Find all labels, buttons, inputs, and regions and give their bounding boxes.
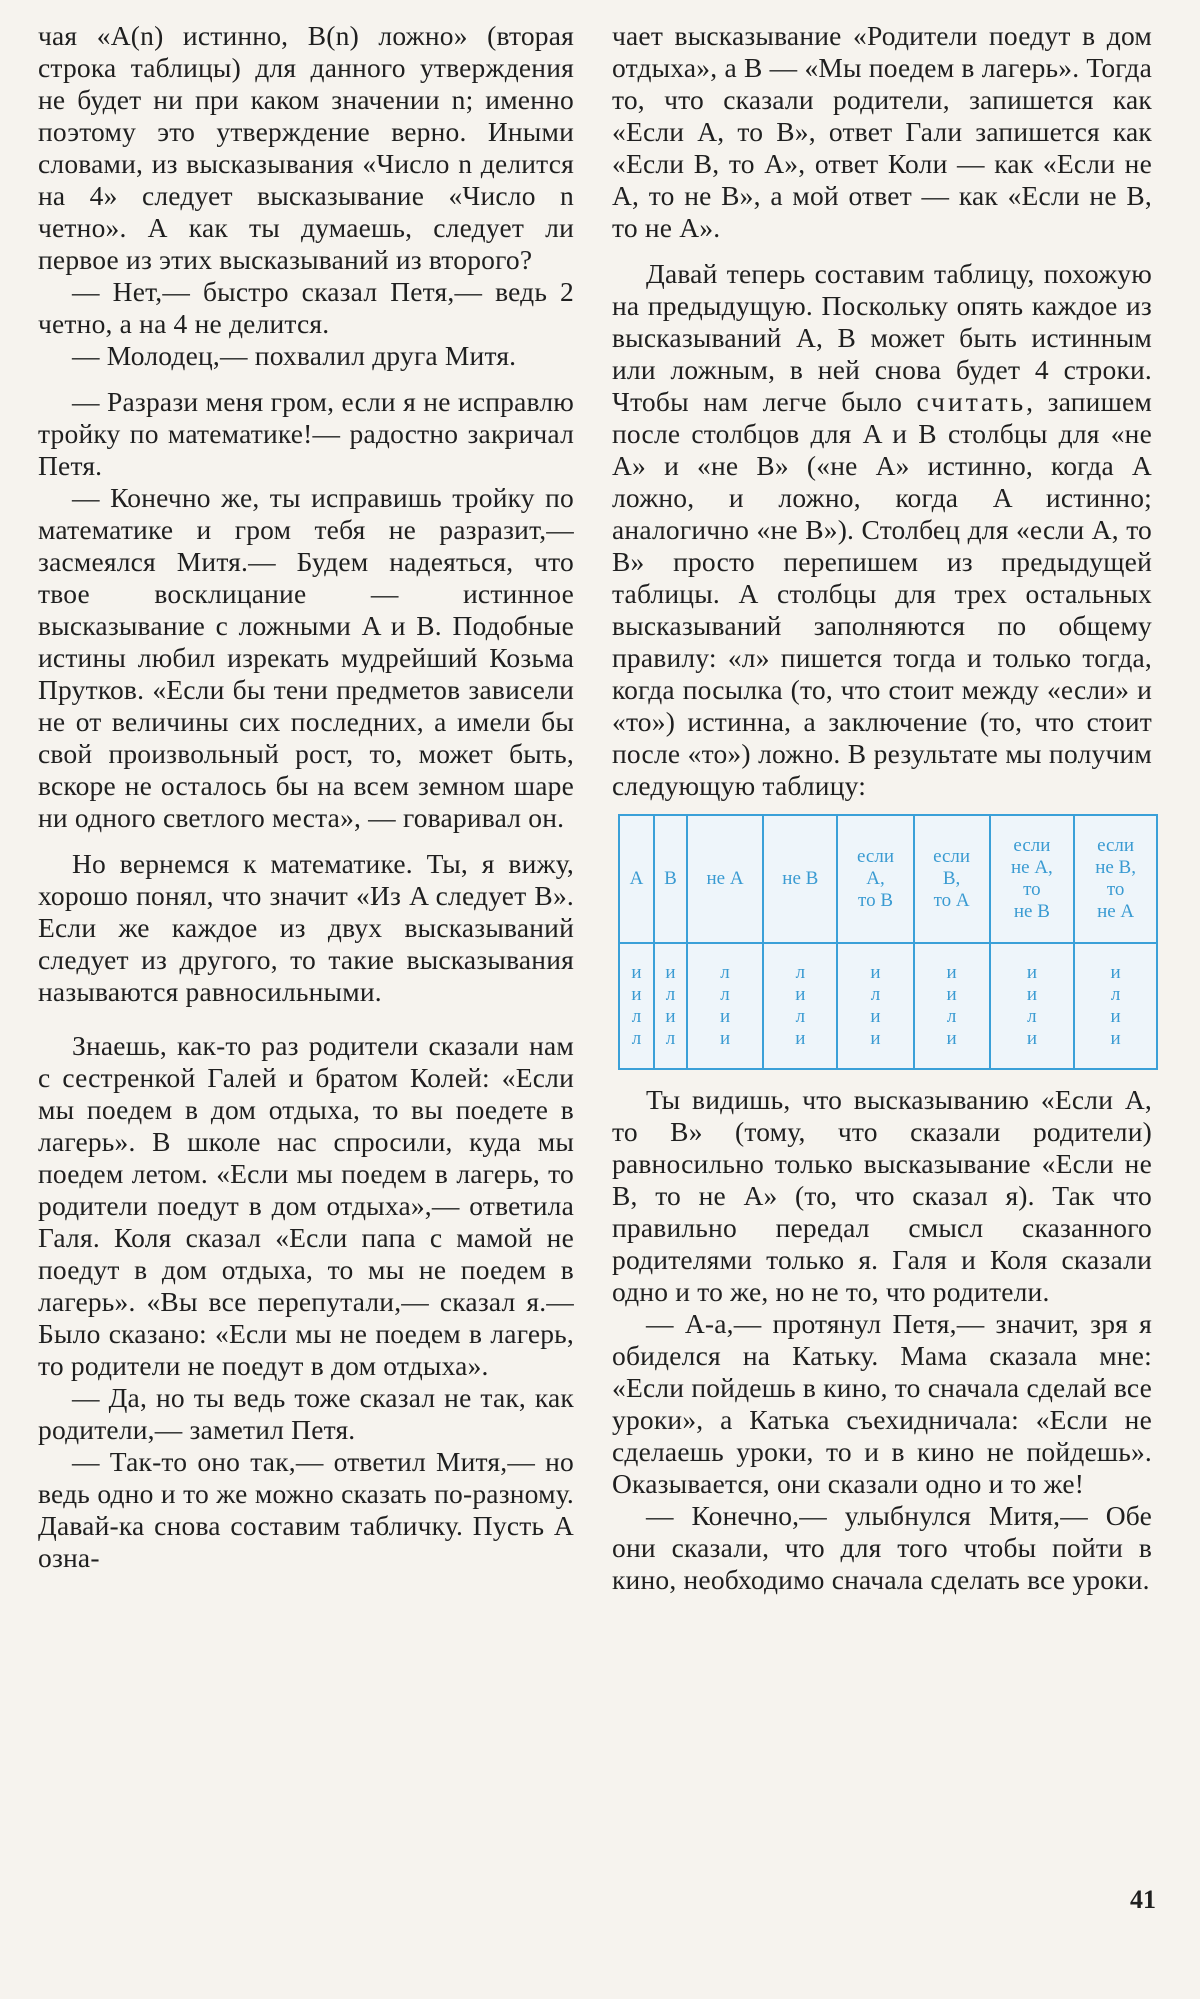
truth-table <box>618 814 1158 1070</box>
table-cell <box>654 943 687 1069</box>
table-cell <box>914 943 990 1069</box>
truth-value: и <box>665 1006 676 1027</box>
table-header-cell <box>654 815 687 943</box>
truth-value: и <box>795 1028 806 1049</box>
paragraph-text: Давай теперь составим таблицу, похожую на предыдущую. Поскольку опять каждое из высказываний A, B может быть истинным или ложным, в ней снова будет 4 строки. Чтобы нам легче было <box>612 258 1152 417</box>
table-cell <box>837 943 913 1069</box>
header-line: то A <box>933 890 970 911</box>
truth-value: л <box>795 1006 806 1027</box>
header-line: не B <box>1013 901 1050 922</box>
table-cell <box>1074 943 1157 1069</box>
paragraph: — Конечно же, ты исправишь тройку по математике и гром тебя не разразит,— засмеялся Митя.— Будем надеяться, что твое восклицание — истинное высказывание с ложными A и B. Подобные истины любил изрекать мудрейший Козьма Прутков. «Если бы тени предметов зависели не от величины сих последних, а имели бы свой произвольный рост, то, может быть, вскоре не осталось бы на всем земном шаре ни одного светлого места», — говаривал он. <box>38 482 574 833</box>
truth-table-wrapper <box>618 814 1158 1070</box>
table-cell <box>619 943 654 1069</box>
paragraph: чая «A(n) истинно, B(n) ложно» (вторая строка таблицы) для данного утверждения не будет ни при каком значении n; именно поэтому это утверждение верно. Иными словами, из высказывания «Число n делится на 4» следует высказывание «Число n четно». А как ты думаешь, следует ли первое из этих высказываний из второго? <box>38 20 574 275</box>
header-line: если <box>1013 835 1051 856</box>
spaced-word: считать <box>916 386 1027 417</box>
header-line: не A, <box>1010 857 1053 878</box>
truth-value: л <box>720 984 730 1005</box>
header-line: если <box>1097 835 1135 856</box>
truth-value: л <box>946 1006 957 1027</box>
paragraph: — Нет,— быстро сказал Петя,— ведь 2 четно, а на 4 не делится. <box>38 276 574 339</box>
header-line: B <box>664 868 677 889</box>
paragraph: Знаешь, как-то раз родители сказали нам с сестренкой Галей и братом Колей: «Если мы поедем в дом отдыха, то вы поедете в лагерь». В школе нас спросили, куда мы поедем летом. «Если мы поедем в лагерь, то родители поедут в дом отдыха»,— ответила Галя. Коля сказал «Если папа с мамой не поедут в дом отдыха, то мы не поедем в лагерь». «Вы все перепутали,— сказал я.— Было сказано: «Если мы не поедем в лагерь, то родители не поедут в дом отдыха». <box>38 1030 574 1381</box>
header-line: A <box>629 868 644 889</box>
header-line: A, <box>866 868 885 889</box>
paragraph-text: , запишем после столбцов для A и B столбцы для «не A» и «не B» («не A» истинно, когда A ложно, и ложно, когда A истинно; аналогично «не B»). Столбец для «если A, то B» просто перепишем из предыдущей таблицы. А столбцы для трех остальных высказываний заполняются по общему правилу: «л» пишется тогда и только тогда, когда посылка (то, что стоит между «если» и «то») истинна, а заключение (то, что стоит после «то») ложно. В результате мы получим следующую таблицу: <box>612 386 1152 801</box>
truth-value: и <box>946 962 957 983</box>
page-number: 41 <box>1130 1885 1156 1914</box>
truth-value: и <box>719 1028 731 1049</box>
truth-value: и <box>795 984 806 1005</box>
paragraph: — Молодец,— похвалил друга Митя. <box>72 340 517 371</box>
truth-value: и <box>631 962 642 983</box>
truth-value: л <box>631 1006 642 1027</box>
table-cell <box>687 943 763 1069</box>
table-header-cell <box>763 815 837 943</box>
truth-value: л <box>631 1028 642 1049</box>
truth-value: и <box>946 984 957 1005</box>
table-header-cell <box>687 815 763 943</box>
truth-value: л <box>795 962 806 983</box>
header-line: не B, <box>1095 857 1136 878</box>
header-line: B, <box>942 868 961 889</box>
header-line: не A <box>1097 901 1135 922</box>
paragraph: Но вернемся к математике. Ты, я вижу, хорошо понял, что значит «Из A следует B». Если же каждое из двух высказываний следует из другого, то такие высказывания называются равносильными. <box>38 848 574 1007</box>
truth-value: и <box>631 984 642 1005</box>
paragraph: Ты видишь, что высказыванию «Если A, то B» (тому, что сказали родители) равносильно только высказывание «Если не B, то не A» (то, что сказал я). Так что правильно передал смысл сказанного родителями только я. Галя и Коля сказали одно и то же, но не то, что родители. <box>612 1084 1152 1307</box>
truth-value: и <box>870 1006 881 1027</box>
table-header-cell <box>990 815 1075 943</box>
header-line: то B <box>858 890 893 911</box>
truth-value: и <box>719 1006 731 1027</box>
paragraph: чает высказывание «Родители поедут в дом отдыха», а B — «Мы поедем в лагерь». Тогда то, что сказали родители, запишется как «Если A, то B», ответ Гали запишется как «Если B, то A», ответ Коли — как «Если не A, то не B», а мой ответ — как «Если не B, то не A». <box>612 20 1152 243</box>
table-header-row <box>619 815 1157 943</box>
table-header-cell <box>619 815 654 943</box>
paragraph: — Разрази меня гром, если я не исправлю тройку по математике!— радостно закричал Петя. <box>38 386 574 481</box>
table-header-cell <box>914 815 990 943</box>
paragraph: — А-а,— протянул Петя,— значит, зря я обиделся на Катьку. Мама сказала мне: «Если пойдешь в кино, то сначала сделай все уроки», а Катька съехидничала: «Если не сделаешь уроки, то и в кино не пойдешь». Оказывается, они сказали одно и то же! <box>612 1308 1152 1499</box>
header-line: если <box>933 846 971 867</box>
header-line: не A <box>706 868 744 889</box>
paragraph: — Конечно,— улыбнулся Митя,— Обе они сказали, что для того чтобы пойти в кино, необходимо сначала сделать все уроки. <box>612 1500 1152 1595</box>
table-row <box>619 943 1157 1069</box>
header-line: то <box>1023 879 1041 900</box>
truth-value: и <box>946 1028 957 1049</box>
truth-value: л <box>665 984 676 1005</box>
left-column <box>38 20 574 1574</box>
truth-value: л <box>1027 1006 1037 1027</box>
table-cell <box>990 943 1075 1069</box>
truth-value: л <box>720 962 730 983</box>
truth-value: и <box>870 1028 881 1049</box>
truth-value: и <box>1110 1006 1121 1027</box>
truth-value: и <box>1026 1028 1037 1049</box>
header-line: то <box>1106 879 1125 900</box>
truth-value: л <box>1110 984 1121 1005</box>
table-cell <box>763 943 837 1069</box>
truth-value: л <box>665 1028 676 1049</box>
paragraph: — Да, но ты ведь тоже сказал не так, как родители,— заметил Петя. <box>38 1382 574 1445</box>
paragraph: — Так-то оно так,— ответил Митя,— но ведь одно и то же можно сказать по-разному. Давай-ка снова составим табличку. Пусть A озна- <box>38 1446 574 1573</box>
right-column <box>612 20 1152 1596</box>
truth-value: и <box>665 962 676 983</box>
paragraph <box>612 258 1152 802</box>
truth-value: и <box>1110 1028 1121 1049</box>
truth-value: и <box>1110 962 1121 983</box>
truth-value: и <box>1026 984 1037 1005</box>
table-header-cell <box>837 815 913 943</box>
header-line: не B <box>782 868 819 889</box>
truth-value: л <box>870 984 881 1005</box>
truth-value: и <box>870 962 881 983</box>
header-line: если <box>857 846 895 867</box>
table-header-cell <box>1074 815 1157 943</box>
truth-value: и <box>1026 962 1037 983</box>
